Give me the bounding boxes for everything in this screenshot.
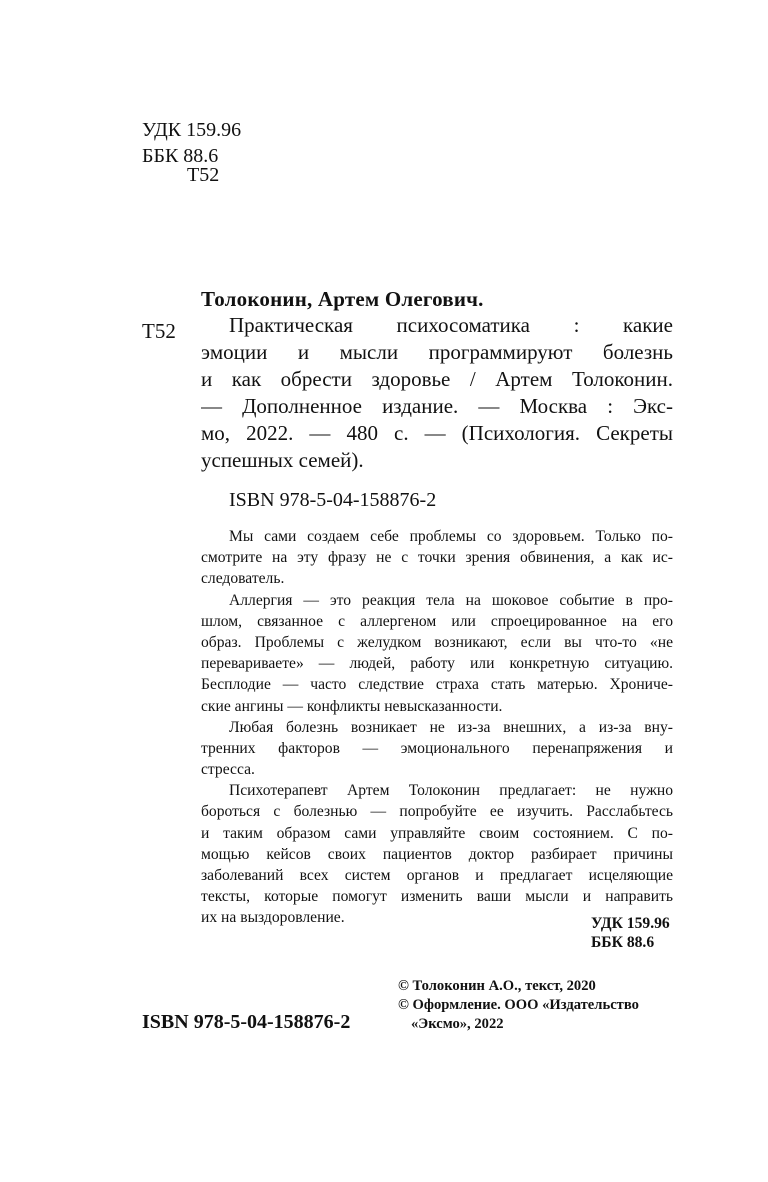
annotation-line: тексты, которые помогут изменить ваши мысли и направить xyxy=(201,888,673,906)
bbk-code: ББК 88.6 xyxy=(142,145,219,167)
annotation-line: мощью кейсов своих пациентов доктор разбирает причины xyxy=(201,845,673,863)
annotation-line: стресса. xyxy=(201,761,255,779)
entry-line: — Дополненное издание. — Москва : Экс- xyxy=(201,394,673,418)
side-author-mark: Т52 xyxy=(142,319,176,343)
copyright-design: © Оформление. ООО «Издательство xyxy=(398,997,639,1013)
entry-line: мо, 2022. — 480 с. — (Психология. Секреты xyxy=(201,421,673,445)
annotation-line: Бесплодие — часто следствие страха стать матерью. Хрониче- xyxy=(201,676,673,694)
entry-line: успешных семей). xyxy=(201,448,364,472)
author-mark: Т52 xyxy=(187,164,220,186)
udk-code: УДК 159.96 xyxy=(142,119,242,141)
entry-line: эмоции и мысли программируют болезнь xyxy=(201,340,673,364)
entry-isbn: ISBN 978-5-04-158876-2 xyxy=(229,489,437,511)
annotation-line: следователь. xyxy=(201,570,285,588)
annotation-line: Психотерапевт Артем Толоконин предлагает: не нужно xyxy=(229,782,673,800)
bibliographic-description xyxy=(201,312,673,474)
author-name: Толоконин, Артем Олегович. xyxy=(201,287,484,311)
entry-line: и как обрести здоровье / Артем Толоконин. xyxy=(201,367,673,391)
annotation-line: их на выздоровление. xyxy=(201,909,345,927)
annotation-bbk: ББК 88.6 xyxy=(591,934,655,951)
annotation-line: заболеваний всех систем органов и предлагает исцеляющие xyxy=(201,867,673,884)
annotation-line: и таким образом сами управляйте своим состоянием. С по- xyxy=(201,824,673,842)
annotation-line: бороться с болезнью — попробуйте ее изучить. Расслабьтесь xyxy=(201,803,673,821)
annotation-line: тренних факторов — эмоционального перенапряжения и xyxy=(201,739,673,757)
annotation-line: образ. Проблемы с желудком возникают, если вы что-то «не xyxy=(201,633,673,651)
annotation xyxy=(201,526,673,929)
annotation-line: смотрите на эту фразу не с точки зрения обвинения, а как ис- xyxy=(201,549,673,567)
copyright-text: © Толоконин А.О., текст, 2020 xyxy=(398,978,596,994)
annotation-line: Любая болезнь возникает не из-за внешних, а из-за вну- xyxy=(229,718,673,736)
annotation-udk: УДК 159.96 xyxy=(591,915,670,932)
annotation-line: перевариваете» — людей, работу или конкретную ситуацию. xyxy=(201,655,673,673)
bottom-isbn: ISBN 978-5-04-158876-2 xyxy=(142,1011,351,1033)
annotation-line: шлом, связанное с аллергеном или спроецированное на его xyxy=(201,612,673,630)
annotation-line: ские ангины — конфликты невысказанности. xyxy=(201,697,503,715)
annotation-line: Аллергия — это реакция тела на шоковое событие в про- xyxy=(229,591,673,609)
entry-line: Практическая психосоматика : какие xyxy=(229,313,673,337)
annotation-line: Мы сами создаем себе проблемы со здоровьем. Только по- xyxy=(229,528,673,545)
copyright-publisher: «Эксмо», 2022 xyxy=(411,1016,504,1032)
